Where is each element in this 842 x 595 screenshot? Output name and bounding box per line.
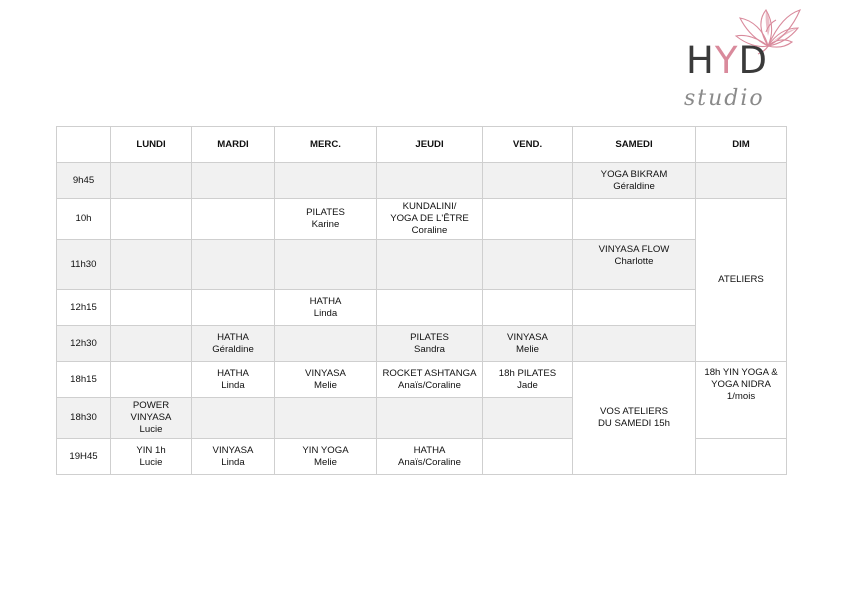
teacher-name: Coraline bbox=[411, 225, 448, 236]
class-cell bbox=[377, 326, 483, 362]
class-name: HATHA bbox=[413, 444, 446, 456]
teacher-name: Anaïs/Coraline bbox=[398, 456, 461, 468]
ateliers-cell: ATELIERS bbox=[696, 199, 787, 362]
class-cell bbox=[192, 362, 275, 398]
teacher-name: Charlotte bbox=[614, 256, 654, 267]
class-name: HATHA bbox=[217, 367, 249, 379]
header-samedi: SAMEDI bbox=[573, 127, 696, 163]
time-cell: 9h45 bbox=[57, 163, 111, 199]
empty-cell bbox=[192, 290, 275, 326]
class-cell bbox=[483, 326, 573, 362]
empty-cell bbox=[483, 398, 573, 439]
teacher-name: Melie bbox=[314, 379, 337, 391]
teacher-name: Melie bbox=[516, 343, 539, 355]
time-cell: 12h15 bbox=[57, 290, 111, 326]
empty-cell bbox=[696, 163, 787, 199]
empty-cell bbox=[275, 398, 377, 439]
class-name: VINYASA FLOW bbox=[598, 244, 670, 255]
empty-cell bbox=[573, 326, 696, 362]
empty-cell bbox=[111, 240, 192, 290]
studio-logo bbox=[680, 2, 810, 120]
class-cell bbox=[377, 362, 483, 398]
teacher-name: Lucie bbox=[139, 424, 163, 435]
empty-cell bbox=[275, 326, 377, 362]
logo-subtitle: studio bbox=[684, 86, 765, 111]
empty-cell bbox=[377, 398, 483, 439]
class-cell bbox=[573, 163, 696, 199]
header-dim: DIM bbox=[696, 127, 787, 163]
empty-cell bbox=[275, 163, 377, 199]
empty-cell bbox=[111, 326, 192, 362]
class-name: DU SAMEDI 15h bbox=[598, 418, 670, 429]
class-name: 18h YIN YOGA & bbox=[704, 367, 778, 378]
class-name: HATHA bbox=[217, 331, 249, 343]
time-cell: 18h30 bbox=[57, 398, 111, 439]
empty-cell bbox=[192, 199, 275, 240]
empty-cell bbox=[192, 240, 275, 290]
class-name: HATHA bbox=[309, 295, 342, 307]
class-name: YOGA DE L'ÊTRE bbox=[390, 213, 469, 224]
empty-cell bbox=[192, 398, 275, 439]
class-name: VOS ATELIERS bbox=[599, 406, 669, 417]
time-cell: 19H45 bbox=[57, 439, 111, 475]
teacher-name: Anaïs/Coraline bbox=[398, 379, 461, 391]
class-cell bbox=[275, 199, 377, 240]
class-cell bbox=[192, 439, 275, 475]
ateliers-samedi-cell bbox=[573, 362, 696, 475]
class-cell bbox=[275, 362, 377, 398]
time-cell: 10h bbox=[57, 199, 111, 240]
class-name: POWER bbox=[132, 400, 170, 411]
empty-cell bbox=[377, 163, 483, 199]
class-cell bbox=[573, 240, 696, 290]
empty-cell bbox=[275, 240, 377, 290]
class-name: PILATES bbox=[306, 207, 345, 218]
logo-wordmark bbox=[686, 39, 768, 82]
row-1130 bbox=[57, 240, 787, 290]
empty-cell bbox=[377, 290, 483, 326]
class-name: YIN 1h bbox=[136, 444, 166, 456]
row-1000 bbox=[57, 199, 787, 240]
empty-cell bbox=[111, 199, 192, 240]
teacher-name: Melie bbox=[314, 456, 337, 468]
class-cell bbox=[377, 199, 483, 240]
class-cell bbox=[377, 439, 483, 475]
row-1230 bbox=[57, 326, 787, 362]
class-name: VINYASA bbox=[130, 412, 172, 423]
logo-letter-h: H bbox=[686, 39, 715, 82]
time-cell: 12h30 bbox=[57, 326, 111, 362]
header-time bbox=[57, 127, 111, 163]
schedule-table bbox=[56, 126, 787, 475]
empty-cell bbox=[573, 290, 696, 326]
empty-cell bbox=[696, 439, 787, 475]
header-vend: VEND. bbox=[483, 127, 573, 163]
class-cell bbox=[111, 398, 192, 439]
class-cell bbox=[275, 439, 377, 475]
empty-cell bbox=[377, 240, 483, 290]
logo-letter-d: D bbox=[738, 39, 768, 82]
class-name: VINYASA bbox=[212, 444, 254, 456]
class-name: 18h PILATES bbox=[498, 367, 557, 379]
class-frequency: 1/mois bbox=[726, 391, 756, 402]
empty-cell bbox=[111, 290, 192, 326]
class-name: PILATES bbox=[410, 331, 449, 343]
empty-cell bbox=[111, 163, 192, 199]
logo-letter-y: Y bbox=[714, 39, 739, 82]
header-row bbox=[57, 127, 787, 163]
empty-cell bbox=[483, 240, 573, 290]
class-name: YIN YOGA bbox=[302, 444, 349, 456]
row-1815 bbox=[57, 362, 787, 398]
time-cell: 11h30 bbox=[57, 240, 111, 290]
header-mardi: MARDI bbox=[192, 127, 275, 163]
teacher-name: Jade bbox=[517, 379, 538, 391]
teacher-name: Lucie bbox=[139, 456, 163, 468]
class-cell bbox=[483, 362, 573, 398]
row-1215 bbox=[57, 290, 787, 326]
empty-cell bbox=[192, 163, 275, 199]
class-name: YOGA NIDRA bbox=[711, 379, 771, 390]
empty-cell bbox=[483, 199, 573, 240]
teacher-name: Sandra bbox=[414, 343, 445, 355]
class-cell bbox=[696, 362, 787, 439]
class-name: KUNDALINI/ bbox=[402, 201, 457, 212]
empty-cell bbox=[111, 362, 192, 398]
class-cell bbox=[192, 326, 275, 362]
class-name: VINYASA bbox=[305, 367, 346, 379]
teacher-name: Karine bbox=[311, 219, 340, 230]
class-name: YOGA BIKRAM bbox=[600, 168, 668, 180]
teacher-name: Géraldine bbox=[212, 343, 254, 355]
empty-cell bbox=[483, 290, 573, 326]
row-0945 bbox=[57, 163, 787, 199]
teacher-name: Linda bbox=[221, 379, 245, 391]
empty-cell bbox=[483, 163, 573, 199]
time-cell: 18h15 bbox=[57, 362, 111, 398]
teacher-name: Linda bbox=[221, 456, 245, 468]
class-cell bbox=[111, 439, 192, 475]
header-jeudi: JEUDI bbox=[377, 127, 483, 163]
class-name: ROCKET ASHTANGA bbox=[382, 367, 477, 379]
empty-cell bbox=[483, 439, 573, 475]
teacher-name: Linda bbox=[313, 307, 338, 319]
teacher-name: Géraldine bbox=[613, 180, 655, 192]
header-lundi: LUNDI bbox=[111, 127, 192, 163]
empty-cell bbox=[573, 199, 696, 240]
header-merc: MERC. bbox=[275, 127, 377, 163]
class-cell bbox=[275, 290, 377, 326]
class-name: VINYASA bbox=[507, 331, 548, 343]
